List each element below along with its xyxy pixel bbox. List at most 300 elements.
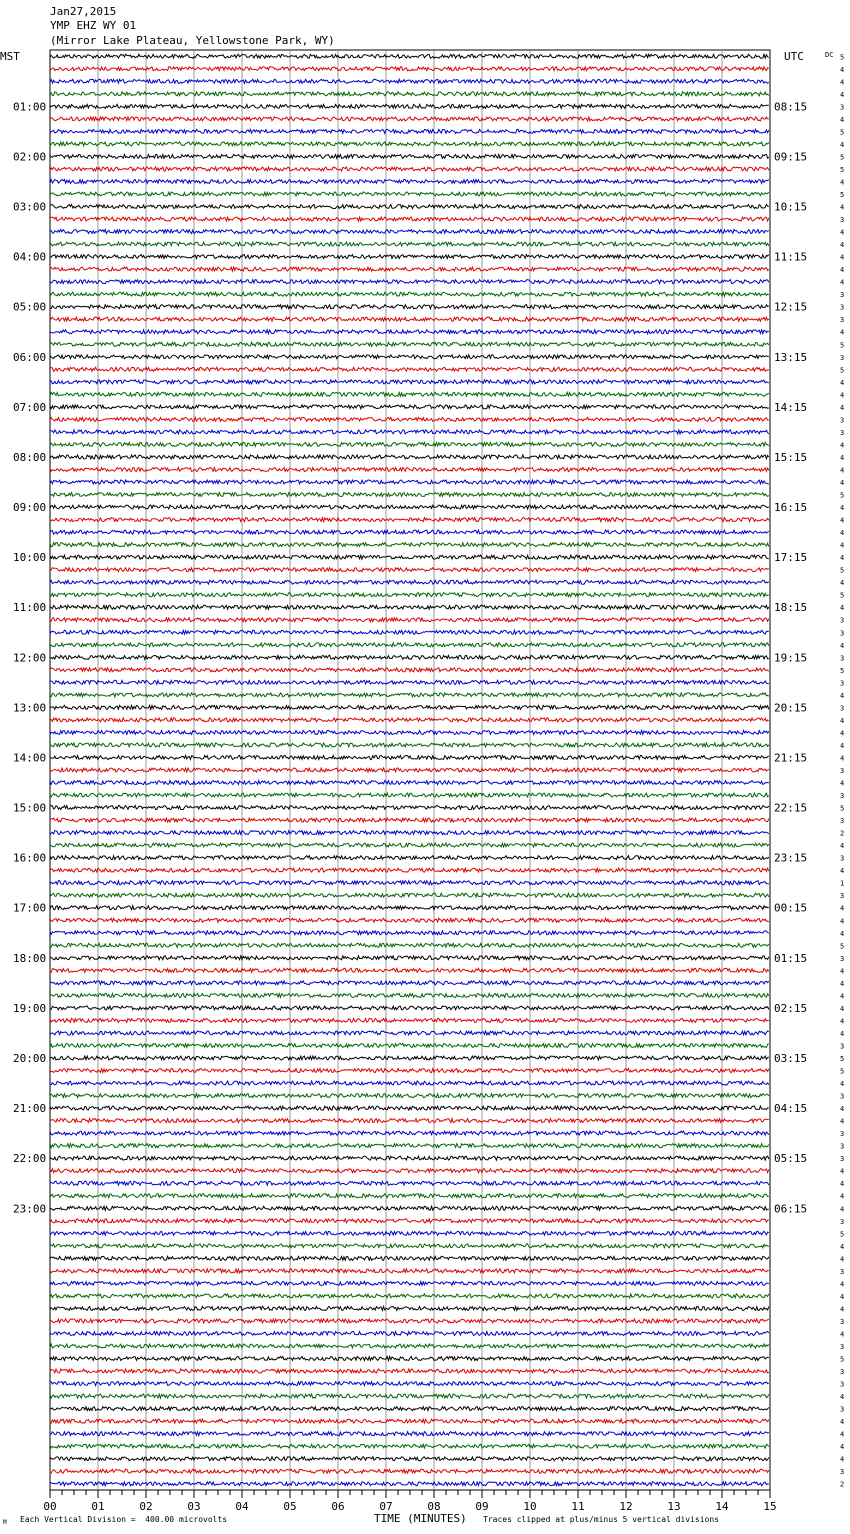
left-time-label: 13:00 (13, 701, 47, 715)
right-time-label: 23:15 (774, 851, 808, 865)
left-time-label: 21:00 (13, 1102, 47, 1116)
trace-row (50, 342, 769, 346)
row-dc-value: 4 (840, 979, 845, 988)
x-tick-label: 14 (715, 1500, 729, 1513)
dc-label: DC (825, 51, 834, 59)
row-dc-value: 3 (840, 428, 845, 437)
right-time-label: 17:15 (774, 551, 808, 565)
row-dc-value: 3 (840, 1468, 845, 1477)
left-time-label: 08:00 (13, 450, 47, 464)
trace-row (50, 1106, 769, 1110)
left-time-label: 06:00 (13, 350, 47, 364)
clip-note: Traces clipped at plus/minus 5 vertical divisions (483, 1515, 720, 1524)
x-tick-label: 15 (763, 1500, 777, 1513)
right-tz-label: UTC (784, 50, 804, 63)
station-label: YMP EHZ WY 01 (50, 19, 137, 32)
trace-row (50, 505, 769, 509)
trace-row (50, 142, 769, 146)
row-dc-value: 5 (840, 1355, 845, 1364)
row-dc-value: 4 (840, 1029, 845, 1038)
left-time-label: 04:00 (13, 250, 47, 264)
trace-row (50, 392, 769, 396)
trace-row (50, 1382, 769, 1386)
trace-row (50, 981, 769, 985)
trace-row (50, 793, 769, 797)
x-tick-label: 10 (523, 1500, 537, 1513)
row-dc-value: 4 (840, 253, 845, 262)
x-axis-label: TIME (MINUTES) (374, 1512, 467, 1525)
row-dc-value: 4 (840, 641, 845, 650)
trace-row (50, 242, 769, 246)
trace-row (50, 1244, 769, 1248)
trace-row (50, 104, 769, 108)
trace-row (50, 1018, 769, 1022)
row-dc-value: 1 (840, 879, 845, 888)
trace-row (50, 680, 769, 684)
row-dc-value: 4 (840, 754, 845, 763)
trace-row (50, 818, 769, 822)
row-dc-value: 4 (840, 1455, 845, 1464)
date-label: Jan27,2015 (50, 5, 117, 18)
trace-row (50, 1044, 769, 1048)
row-dc-value: 3 (840, 654, 845, 663)
row-dc-value: 5 (840, 1067, 845, 1076)
left-time-label: 23:00 (13, 1202, 47, 1216)
left-time-label: 05:00 (13, 300, 47, 314)
row-dc-value: 5 (840, 153, 845, 162)
row-dc-value: 5 (840, 128, 845, 137)
row-dc-value: 4 (840, 90, 845, 99)
row-dc-value: 4 (840, 1280, 845, 1289)
left-time-label: 17:00 (13, 901, 47, 915)
trace-row (50, 1081, 769, 1085)
row-dc-value: 4 (840, 115, 845, 124)
trace-row (50, 806, 769, 810)
row-dc-value: 4 (840, 1004, 845, 1013)
left-time-label: 02:00 (13, 150, 47, 164)
trace-row (50, 230, 769, 234)
row-dc-value: 4 (840, 1305, 845, 1314)
row-dc-value: 4 (840, 691, 845, 700)
trace-row (50, 1482, 769, 1486)
row-dc-value: 3 (840, 1380, 845, 1389)
row-dc-value: 4 (840, 1242, 845, 1251)
row-dc-value: 4 (840, 328, 845, 337)
row-dc-value: 3 (840, 303, 845, 312)
trace-row (50, 154, 769, 158)
trace-row (50, 1219, 769, 1223)
trace-row (50, 442, 769, 446)
trace-row (50, 54, 769, 58)
row-dc-value: 4 (840, 1080, 845, 1089)
trace-row (50, 906, 769, 910)
trace-row (50, 831, 769, 835)
row-dc-value: 4 (840, 1192, 845, 1201)
row-dc-value: 4 (840, 228, 845, 237)
trace-row (50, 1256, 769, 1260)
trace-row (50, 593, 769, 597)
x-tick-label: 04 (235, 1500, 249, 1513)
trace-row (50, 568, 769, 572)
left-time-label: 19:00 (13, 1001, 47, 1015)
trace-row (50, 1131, 769, 1135)
row-dc-value: 4 (840, 1205, 845, 1214)
row-dc-value: 3 (840, 1042, 845, 1051)
row-dc-value: 4 (840, 992, 845, 1001)
row-dc-value: 4 (840, 516, 845, 525)
row-dc-value: 4 (840, 278, 845, 287)
row-dc-value: 4 (840, 241, 845, 250)
trace-row (50, 668, 769, 672)
right-time-label: 12:15 (774, 300, 808, 314)
row-dc-value: 3 (840, 416, 845, 425)
row-dc-value: 4 (840, 78, 845, 87)
trace-row (50, 1156, 769, 1160)
row-dc-value: 3 (840, 1155, 845, 1164)
x-tick-label: 08 (427, 1500, 441, 1513)
right-time-label: 14:15 (774, 400, 808, 414)
x-tick-label: 05 (283, 1500, 297, 1513)
row-dc-value: 3 (840, 1217, 845, 1226)
trace-row (50, 630, 769, 634)
row-dc-value: 3 (840, 854, 845, 863)
row-dc-value: 3 (840, 892, 845, 901)
trace-row (50, 580, 769, 584)
row-dc-value: 4 (840, 1430, 845, 1439)
trace-row (50, 1332, 769, 1336)
trace-row (50, 468, 769, 472)
trace-row (50, 1344, 769, 1348)
right-time-label: 02:15 (774, 1001, 808, 1015)
trace-row (50, 931, 769, 935)
trace-row (50, 455, 769, 459)
trace-row (50, 993, 769, 997)
row-dc-value: 3 (840, 616, 845, 625)
x-tick-label: 11 (571, 1500, 585, 1513)
row-dc-value: 4 (840, 1418, 845, 1427)
trace-row (50, 380, 769, 384)
trace-row (50, 968, 769, 972)
right-time-label: 09:15 (774, 150, 808, 164)
row-dc-value: 4 (840, 1330, 845, 1339)
row-dc-value: 4 (840, 1117, 845, 1126)
right-time-label: 15:15 (774, 450, 808, 464)
row-dc-value: 5 (840, 566, 845, 575)
row-dc-value: 4 (840, 554, 845, 563)
left-time-label: 22:00 (13, 1152, 47, 1166)
trace-row (50, 1031, 769, 1035)
row-dc-value: 4 (840, 203, 845, 212)
trace-row (50, 1444, 769, 1448)
trace-row (50, 1306, 769, 1310)
trace-row (50, 280, 769, 284)
right-time-label: 21:15 (774, 751, 808, 765)
row-dc-value: 3 (840, 1267, 845, 1276)
trace-row (50, 267, 769, 271)
trace-row (50, 768, 769, 772)
trace-row (50, 330, 769, 334)
row-dc-value: 5 (840, 942, 845, 951)
trace-row (50, 518, 769, 522)
trace-row (50, 67, 769, 71)
x-tick-label: 09 (475, 1500, 489, 1513)
row-dc-value: 4 (840, 741, 845, 750)
row-dc-value: 3 (840, 1092, 845, 1101)
row-dc-value: 4 (840, 403, 845, 412)
row-dc-value: 4 (840, 441, 845, 450)
left-time-label: 09:00 (13, 501, 47, 515)
trace-row (50, 317, 769, 321)
right-time-label: 05:15 (774, 1152, 808, 1166)
row-dc-value: 3 (840, 291, 845, 300)
trace-row (50, 843, 769, 847)
right-time-label: 01:15 (774, 951, 808, 965)
trace-row (50, 1094, 769, 1098)
left-time-label: 12:00 (13, 651, 47, 665)
trace-row (50, 1319, 769, 1323)
trace-row (50, 1231, 769, 1235)
trace-row (50, 493, 769, 497)
row-dc-value: 5 (840, 591, 845, 600)
row-dc-value: 4 (840, 929, 845, 938)
trace-row (50, 205, 769, 209)
left-time-label: 20:00 (13, 1052, 47, 1065)
row-dc-value: 3 (840, 1142, 845, 1151)
row-dc-value: 3 (840, 792, 845, 801)
trace-row (50, 881, 769, 885)
trace-row (50, 1181, 769, 1185)
trace-row (50, 292, 769, 296)
trace-row (50, 1432, 769, 1436)
right-time-label: 11:15 (774, 250, 808, 264)
right-time-label: 08:15 (774, 100, 808, 114)
trace-row (50, 918, 769, 922)
left-time-label: 16:00 (13, 851, 47, 865)
row-dc-value: 4 (840, 1105, 845, 1114)
right-time-label: 20:15 (774, 701, 808, 715)
row-dc-value: 3 (840, 629, 845, 638)
row-dc-value: 4 (840, 1017, 845, 1026)
row-dc-value: 4 (840, 479, 845, 487)
x-tick-label: 07 (379, 1500, 393, 1513)
right-time-label: 19:15 (774, 651, 808, 665)
left-time-label: 03:00 (13, 200, 47, 214)
row-dc-value: 4 (840, 1167, 845, 1176)
row-dc-value: 4 (840, 904, 845, 913)
trace-row (50, 92, 769, 96)
trace-row (50, 167, 769, 171)
trace-row (50, 605, 769, 609)
row-dc-value: 5 (840, 1055, 845, 1063)
trace-row (50, 217, 769, 221)
row-dc-value: 4 (840, 1255, 845, 1264)
row-dc-value: 4 (840, 1443, 845, 1452)
trace-row (50, 180, 769, 184)
trace-row (50, 1006, 769, 1010)
row-dc-value: 4 (840, 716, 845, 725)
row-dc-value: 4 (840, 1292, 845, 1301)
row-dc-value: 4 (840, 453, 845, 462)
row-dc-value: 4 (840, 842, 845, 851)
trace-row (50, 705, 769, 709)
row-dc-value: 5 (840, 53, 845, 62)
row-dc-value: 4 (840, 1180, 845, 1189)
row-dc-value: 3 (840, 316, 845, 325)
scale-note: Each Vertical Division = 400.00 microvolts (20, 1515, 228, 1524)
row-dc-value: 4 (840, 466, 845, 475)
trace-row (50, 1169, 769, 1173)
trace-row (50, 1194, 769, 1198)
trace-row (50, 417, 769, 421)
row-dc-value: 5 (840, 165, 845, 174)
trace-row (50, 1357, 769, 1361)
trace-row (50, 743, 769, 747)
x-tick-label: 13 (667, 1500, 681, 1513)
trace-row (50, 1119, 769, 1123)
x-tick-label: 12 (619, 1500, 633, 1513)
row-dc-value: 3 (840, 817, 845, 826)
right-time-label: 06:15 (774, 1202, 808, 1216)
row-dc-value: 3 (840, 1368, 845, 1377)
right-time-label: 13:15 (774, 350, 808, 364)
trace-row (50, 555, 769, 559)
row-dc-value: 4 (840, 604, 845, 613)
row-dc-value: 5 (840, 666, 845, 675)
row-dc-value: 4 (840, 378, 845, 387)
row-dc-value: 4 (840, 266, 845, 275)
trace-row (50, 430, 769, 434)
trace-row (50, 1144, 769, 1148)
trace-row (50, 868, 769, 872)
right-time-label: 04:15 (774, 1102, 808, 1116)
location-label: (Mirror Lake Plateau, Yellowstone Park, WY) (50, 34, 335, 47)
x-tick-label: 00 (43, 1500, 57, 1513)
trace-row (50, 192, 769, 196)
right-time-label: 10:15 (774, 200, 808, 214)
left-tz-label: MST (0, 50, 20, 63)
trace-row (50, 530, 769, 534)
trace-row (50, 893, 769, 897)
row-dc-value: 5 (840, 804, 845, 813)
trace-row (50, 1269, 769, 1273)
trace-row (50, 1281, 769, 1285)
trace-row (50, 956, 769, 960)
row-dc-value: 4 (840, 779, 845, 788)
row-dc-value: 3 (840, 103, 845, 112)
row-dc-value: 3 (840, 954, 845, 963)
trace-row (50, 756, 769, 760)
left-time-label: 07:00 (13, 400, 47, 414)
row-dc-value: 5 (840, 491, 845, 500)
right-time-label: 22:15 (774, 801, 808, 815)
trace-row (50, 129, 769, 133)
right-time-label: 16:15 (774, 501, 808, 515)
row-dc-value: 4 (840, 917, 845, 926)
right-time-label: 03:15 (774, 1052, 808, 1065)
row-dc-value: 4 (840, 867, 845, 876)
x-tick-label: 06 (331, 1500, 345, 1513)
left-time-label: 01:00 (13, 100, 47, 114)
trace-row (50, 1294, 769, 1298)
row-dc-value: 4 (840, 178, 845, 187)
trace-row (50, 405, 769, 409)
row-dc-value: 5 (840, 191, 845, 199)
row-dc-value: 3 (840, 1130, 845, 1139)
trace-row (50, 1206, 769, 1210)
row-dc-value: 2 (840, 1480, 845, 1489)
row-dc-value: 3 (840, 1343, 845, 1351)
trace-row (50, 1419, 769, 1423)
trace-row (50, 1394, 769, 1398)
trace-row (50, 781, 769, 785)
row-dc-value: 4 (840, 529, 845, 538)
row-dc-value: 3 (840, 704, 845, 713)
trace-row (50, 543, 769, 547)
row-dc-value: 5 (840, 341, 845, 350)
row-dc-value: 3 (840, 767, 845, 775)
trace-row (50, 1457, 769, 1461)
row-dc-value: 3 (840, 1405, 845, 1414)
trace-row (50, 305, 769, 309)
row-dc-value: 3 (840, 679, 845, 688)
row-dc-value: 3 (840, 216, 845, 225)
row-dc-value: 4 (840, 391, 845, 400)
trace-row (50, 655, 769, 659)
trace-row (50, 943, 769, 947)
left-time-label: 11:00 (13, 601, 47, 615)
trace-row (50, 255, 769, 259)
trace-row (50, 643, 769, 647)
trace-row (50, 730, 769, 734)
left-time-label: 18:00 (13, 951, 47, 965)
row-dc-value: 4 (840, 541, 845, 550)
right-time-label: 00:15 (774, 901, 808, 915)
trace-row (50, 1056, 769, 1060)
trace-row (50, 1469, 769, 1473)
x-tick-label: 02 (139, 1500, 153, 1513)
row-dc-value: 4 (840, 140, 845, 149)
row-dc-value: 5 (840, 366, 845, 375)
trace-row (50, 618, 769, 622)
row-dc-value: 4 (840, 504, 845, 513)
corner-mark: M (3, 1519, 7, 1526)
row-dc-value: 4 (840, 65, 845, 74)
row-dc-value: 2 (840, 829, 845, 838)
trace-row (50, 856, 769, 860)
left-time-label: 10:00 (13, 551, 47, 565)
trace-row (50, 1369, 769, 1373)
row-dc-value: 4 (840, 1393, 845, 1402)
left-time-label: 14:00 (13, 751, 47, 765)
row-dc-value: 5 (840, 1230, 845, 1239)
trace-row (50, 1407, 769, 1411)
x-tick-label: 01 (91, 1500, 105, 1513)
row-dc-value: 3 (840, 353, 845, 362)
trace-row (50, 367, 769, 371)
trace-row (50, 1069, 769, 1073)
right-time-label: 18:15 (774, 601, 808, 615)
trace-row (50, 355, 769, 359)
row-dc-value: 4 (840, 729, 845, 738)
x-tick-label: 03 (187, 1500, 201, 1513)
trace-row (50, 117, 769, 121)
row-dc-value: 3 (840, 1317, 845, 1326)
trace-row (50, 718, 769, 722)
trace-row (50, 693, 769, 697)
row-dc-value: 4 (840, 967, 845, 976)
left-time-label: 15:00 (13, 801, 47, 815)
row-dc-value: 4 (840, 579, 845, 588)
